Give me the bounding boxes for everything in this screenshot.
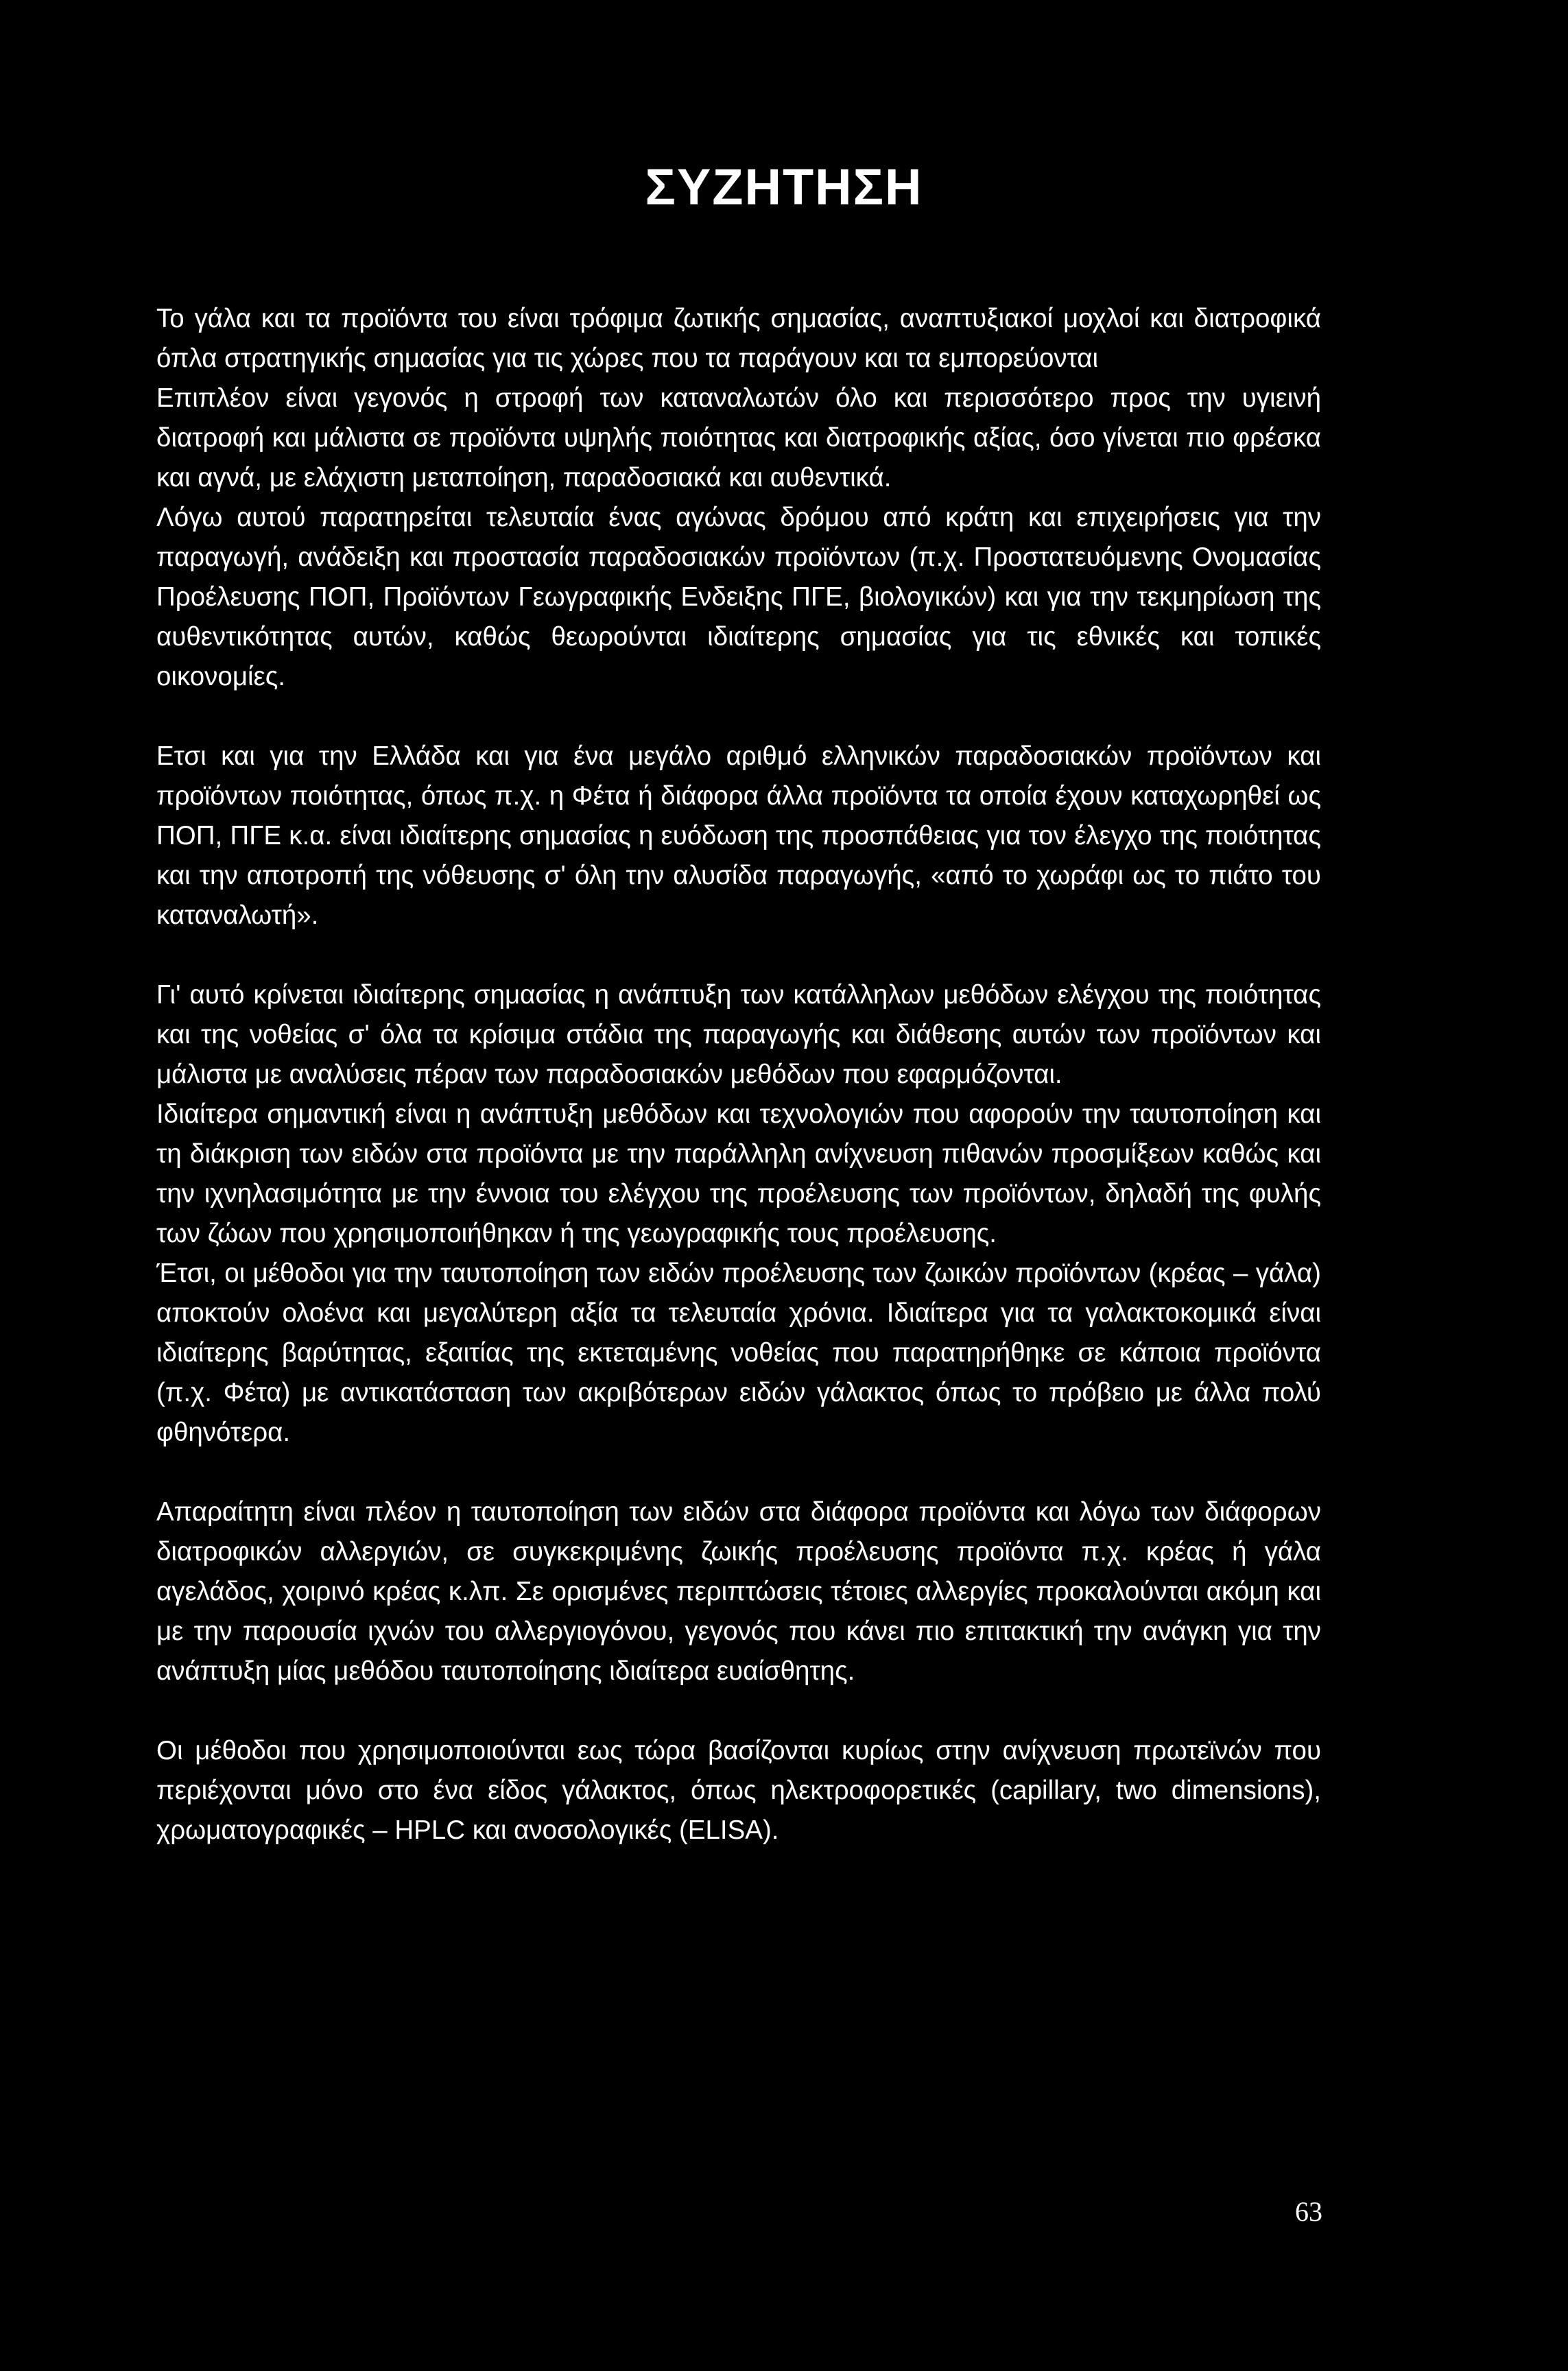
body-text — [156, 299, 1321, 1850]
paragraph-8: Απαραίτητη είναι πλέον η ταυτοποίηση των ειδών στα διάφορα προϊόντα και λόγω των διάφορων διατροφικών αλλεργιών, σε συγκεκριμένης ζωικής προέλευσης προϊόντα π.χ. κρέας ή γάλα αγελάδος, χοιρινό κρέας κ.λπ. Σε ορισμένες περιπτώσεις τέτοιες αλλεργίες προκαλούνται ακόμη και με την παρουσία ιχνών του αλλεργιογόνου, γεγονός που κάνει πιο επιτακτική την ανάγκη για την ανάπτυξη μίας μεθόδου ταυτοποίησης ιδιαίτερα ευαίσθητης. — [156, 1497, 1321, 1686]
paragraph-7: Έτσι, οι μέθοδοι για την ταυτοποίηση των ειδών προέλευσης των ζωικών προϊόντων (κρέας – γάλα) αποκτούν ολοένα και μεγαλύτερη αξία τα τελευταία χρόνια. Ιδιαίτερα για τα γαλακτοκομικά είναι ιδιαίτερης βαρύτητας, εξαιτίας της εκτεταμένης νοθείας που παρατηρήθηκε σε κάποια προϊόντα (π.χ. Φέτα) με αντικατάσταση των ακριβότερων ειδών γάλακτος όπως το πρόβειο με άλλα πολύ φθηνότερα. — [156, 1259, 1321, 1447]
paragraph-9: Οι μέθοδοι που χρησιμοποιούνται εως τώρα βασίζονται κυρίως στην ανίχνευση πρωτεϊνών που περιέχονται μόνο στο ένα είδος γάλακτος, όπως ηλεκτροφορετικές (capillary, two dimensions), χρωματογραφικές – HPLC και ανοσολογικές (ELISA). — [156, 1736, 1321, 1845]
paragraph-3: Λόγω αυτού παρατηρείται τελευταία ένας αγώνας δρόμου από κράτη και επιχειρήσεις για την παραγωγή, ανάδειξη και προστασία παραδοσιακών προϊόντων (π.χ. Προστατευόμενης Ονομασίας Προέλευσης ΠΟΠ, Προϊόντων Γεωγραφικής Ενδειξης ΠΓΕ, βιολογικών) και για την τεκμηρίωση της αυθεντικότητας αυτών, καθώς θεωρούνται ιδιαίτερης σημασίας για τις εθνικές και τοπικές οικονομίες. — [156, 503, 1321, 691]
page-title: ΣΥΖΗΤΗΣΗ — [645, 158, 923, 215]
paragraph-6: Ιδιαίτερα σημαντική είναι η ανάπτυξη μεθόδων και τεχνολογιών που αφορούν την ταυτοποίηση και τη διάκριση των ειδών στα προϊόντα με την παράλληλη ανίχνευση πιθανών προσμίξεων καθώς και την ιχνηλασιμότητα με την έννοια του ελέγχου της προέλευσης των προϊόντων, δηλαδή της φυλής των ζώων που χρησιμοποιήθηκαν ή της γεωγραφικής τους προέλευσης. — [156, 1099, 1321, 1248]
paragraph-2: Επιπλέον είναι γεγονός η στροφή των καταναλωτών όλο και περισσότερο προς την υγιεινή διατροφή και μάλιστα σε προϊόντα υψηλής ποιότητας και διατροφικής αξίας, όσο γίνεται πιο φρέσκα και αγνά, με ελάχιστη μεταποίηση, παραδοσιακά και αυθεντικά. — [156, 383, 1321, 492]
paragraph-4: Ετσι και για την Ελλάδα και για ένα μεγάλο αριθμό ελληνικών παραδοσιακών προϊόντων και προϊόντων ποιότητας, όπως π.χ. η Φέτα ή διάφορα άλλα προϊόντα τα οποία έχουν καταχωρηθεί ως ΠΟΠ, ΠΓΕ κ.α. είναι ιδιαίτερης σημασίας η ευόδωση της προσπάθειας για τον έλεγχο της ποιότητας και την αποτροπή της νόθευσης σ' όλη την αλυσίδα παραγωγής, «από το χωράφι ως το πιάτο του καταναλωτή». — [156, 741, 1321, 930]
page-number: 63 — [1295, 2196, 1322, 2227]
paragraph-1: Το γάλα και τα προϊόντα του είναι τρόφιμα ζωτικής σημασίας, αναπτυξιακοί μοχλοί και διατροφικά όπλα στρατηγικής σημασίας για τις χώρες που τα παράγουν και τα εμπορεύονται — [156, 304, 1321, 373]
paragraph-5: Γι' αυτό κρίνεται ιδιαίτερης σημασίας η ανάπτυξη των κατάλληλων μεθόδων ελέγχου της ποιότητας και της νοθείας σ' όλα τα κρίσιμα στάδια της παραγωγής και διάθεσης αυτών των προϊόντων και μάλιστα με αναλύσεις πέραν των παραδοσιακών μεθόδων που εφαρμόζονται. — [156, 980, 1321, 1089]
